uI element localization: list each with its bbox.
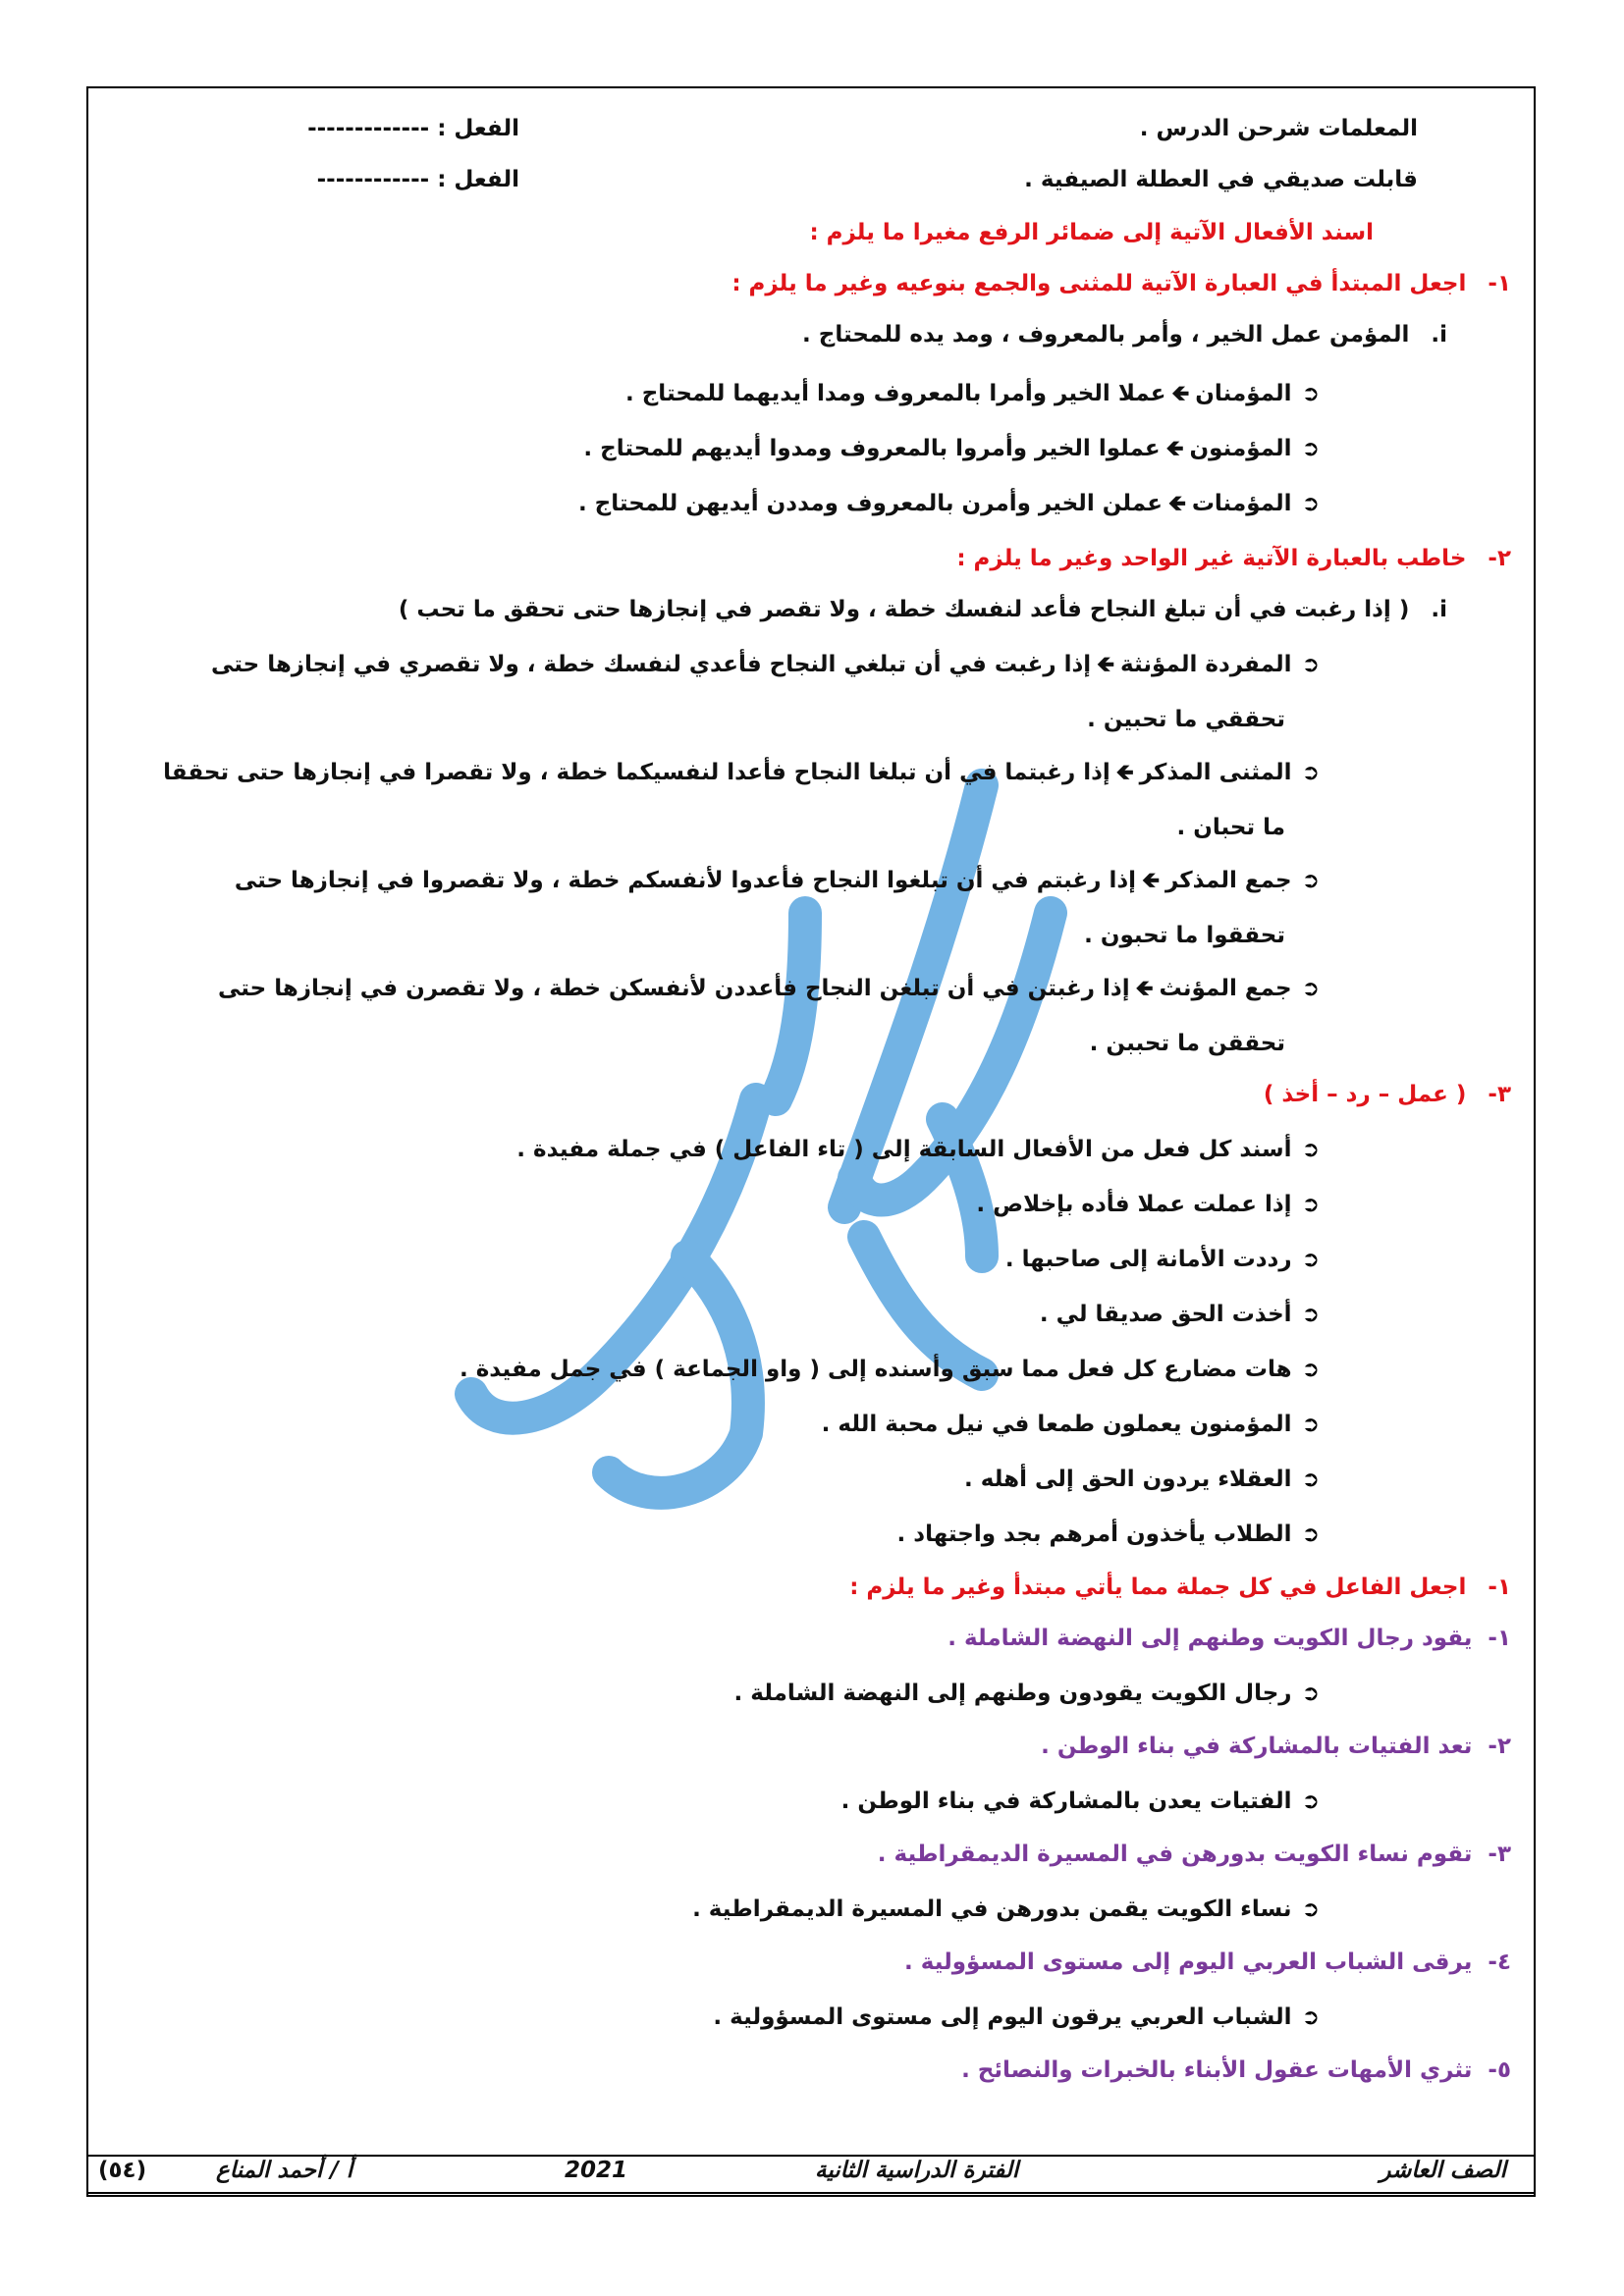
bullet-icon: ➲ — [1301, 1358, 1320, 1382]
q3-line-text: هات مضارع كل فعل مما سبق وأسنده إلى ( واو الجماعة ) في جمل مفيدة . — [459, 1357, 1292, 1382]
q2-answer-1 — [211, 648, 1320, 682]
item-text: يقود رجال الكويت وطنهم إلى النهضة الشاملة . — [947, 1626, 1473, 1651]
answer-label: المفردة المؤنثة — [1120, 652, 1292, 677]
header-sentence-1: المعلمات شرحن الدرس . — [1139, 116, 1418, 141]
answer-label: جمع المؤنث — [1159, 976, 1292, 1001]
item-number: ٣- — [1488, 1842, 1511, 1867]
answer-label: المؤمنون — [1189, 436, 1292, 461]
q2-answer-3 — [235, 864, 1320, 898]
answer-text: نساء الكويت يقمن بدورهن في المسيرة الديمقراطية . — [692, 1896, 1292, 1922]
footer-year: 2021 — [565, 2158, 628, 2183]
q3-line-5 — [460, 1353, 1320, 1387]
bullet-icon: ➲ — [1301, 977, 1320, 1001]
q2-heading — [956, 542, 1511, 575]
answer-text: عملن الخير وأمرن بالمعروف ومددن أيديهن للمحتاج . — [577, 491, 1163, 516]
q2-item-text: ( إذا رغبت في أن تبلغ النجاح فأعد لنفسك خطة ، ولا تقصر في إنجازها حتى تحقق ما تحب ) — [398, 597, 1410, 622]
arrow-left-icon: 🡸 — [1171, 382, 1190, 406]
q1-number: ١- — [1488, 271, 1511, 296]
answer-label: جمع المذكر — [1164, 868, 1292, 893]
q3-line-text: أسند كل فعل من الأفعال السابقة إلى ( تاء الفاعل ) في جملة مفيدة . — [516, 1137, 1292, 1162]
bullet-icon: ➲ — [1301, 1248, 1320, 1272]
answer-label: المؤمنان — [1195, 381, 1292, 406]
bullet-icon: ➲ — [1301, 2005, 1320, 2030]
bullet-icon: ➲ — [1301, 1468, 1320, 1492]
arrow-left-icon: 🡸 — [1135, 977, 1154, 1001]
answer-text: إذا رغبتما في أن تبلغا النجاح فأعدا لنفسيكما خطة ، ولا تقصرا في إنجازها حتى تحققا — [163, 760, 1110, 785]
q4-title: اجعل الفاعل في كل جملة مما يأتي مبتدأ وغير ما يلزم : — [849, 1575, 1467, 1600]
q2-title: خاطب بالعبارة الآتية غير الواحد وغير ما يلزم : — [956, 546, 1467, 571]
bullet-icon: ➲ — [1301, 1522, 1320, 1547]
q3-line-text: إذا عملت عملا فأده بإخلاص . — [976, 1192, 1292, 1217]
q3-line-text: أخذت الحق صديقا لي . — [1039, 1302, 1292, 1327]
bullet-icon: ➲ — [1301, 382, 1320, 406]
footer-term: الفترة الدراسية الثانية — [815, 2158, 1019, 2183]
q3-line-2 — [976, 1188, 1320, 1222]
q3-heading — [1264, 1078, 1511, 1111]
q1-answer-2 — [583, 432, 1320, 466]
q4-heading — [849, 1571, 1511, 1604]
arrow-left-icon: 🡸 — [1097, 653, 1115, 677]
item-text: تثري الأمهات عقول الأبناء بالخبرات والنصائح . — [961, 2057, 1473, 2083]
q4-number: ١- — [1488, 1575, 1511, 1600]
footer-page-number: (٥٤) — [98, 2158, 147, 2183]
bullet-icon: ➲ — [1301, 1138, 1320, 1162]
answer-text: رجال الكويت يقودون وطنهم إلى النهضة الشاملة . — [733, 1681, 1292, 1706]
header-sentence-2: قابلت صديقي في العطلة الصيفية . — [1024, 167, 1418, 192]
q2-answer-2-cont: ما تحبان . — [1176, 815, 1285, 840]
item-text: يرقى الشباب العربي اليوم إلى مستوى المسؤولية . — [904, 1949, 1473, 1975]
q1-title: اجعل المبتدأ في العبارة الآتية للمثنى والجمع بنوعيه وغير ما يلزم : — [731, 271, 1467, 296]
bullet-icon: ➲ — [1301, 1193, 1320, 1217]
main-instruction: اسند الأفعال الآتية إلى ضمائر الرفع مغيرا ما يلزم : — [809, 220, 1374, 245]
q2-number: ٢- — [1488, 546, 1511, 571]
q4-answer-1 — [734, 1677, 1320, 1711]
q2-item — [399, 593, 1447, 626]
bullet-icon: ➲ — [1301, 1897, 1320, 1922]
q4-item-3 — [878, 1838, 1511, 1871]
bullet-icon: ➲ — [1301, 492, 1320, 516]
q3-line-text: العقلاء يردون الحق إلى أهله . — [964, 1467, 1292, 1492]
answer-label: المثنى المذكر — [1139, 760, 1292, 785]
answer-text: إذا رغبت في أن تبلغي النجاح فأعدي لنفسك خطة ، ولا تقصري في إنجازها حتى — [210, 652, 1092, 677]
q3-number: ٣- — [1488, 1082, 1511, 1107]
arrow-left-icon: 🡸 — [1165, 437, 1184, 461]
answer-text: الفتيات يعدن بالمشاركة في بناء الوطن . — [840, 1789, 1292, 1814]
header-verb-blank-2: الفعل : ------------ — [316, 167, 519, 192]
answer-text: إذا رغبتن في أن تبلغن النجاح فأعددن لأنفسكن خطة ، ولا تقصرن في إنجازها حتى — [217, 976, 1130, 1001]
bullet-icon: ➲ — [1301, 437, 1320, 461]
q3-line-text: المؤمنون يعملون طمعا في نيل محبة الله . — [821, 1412, 1292, 1437]
q3-line-6 — [822, 1408, 1320, 1442]
q4-answer-4 — [713, 2001, 1320, 2035]
q2-answer-3-cont: تحققوا ما تحبون . — [1084, 923, 1285, 948]
answer-text: الشباب العربي يرقون اليوم إلى مستوى المسؤولية . — [713, 2004, 1292, 2030]
q4-item-1 — [947, 1622, 1511, 1655]
q2-answer-4-cont: تحققن ما تحببن . — [1089, 1031, 1285, 1056]
item-number: ٥- — [1488, 2057, 1511, 2083]
answer-label: المؤمنات — [1191, 491, 1292, 516]
item-text: تعد الفتيات بالمشاركة في بناء الوطن . — [1041, 1734, 1473, 1759]
q3-line-text: الطلاب يأخذون أمرهم بجد واجتهاد . — [896, 1522, 1292, 1547]
q3-title: ( عمل – رد – أخذ ) — [1263, 1082, 1467, 1107]
q4-item-4 — [904, 1946, 1511, 1979]
header-verb-blank-1: الفعل : ------------- — [307, 116, 519, 141]
q2-answer-2 — [163, 756, 1320, 790]
q2-answer-4 — [218, 972, 1320, 1006]
q1-item-marker: i. — [1431, 322, 1447, 347]
bullet-icon: ➲ — [1301, 1682, 1320, 1706]
footer-teacher: أ / أحمد المناع — [216, 2158, 353, 2183]
q1-heading — [731, 267, 1511, 300]
bullet-icon: ➲ — [1301, 761, 1320, 785]
bullet-icon: ➲ — [1301, 1303, 1320, 1327]
item-number: ٤- — [1488, 1949, 1511, 1975]
q4-answer-2 — [841, 1785, 1320, 1819]
q3-line-7 — [964, 1463, 1320, 1497]
item-text: تقوم نساء الكويت بدورهن في المسيرة الديمقراطية . — [877, 1842, 1473, 1867]
q2-answer-1-cont: تحققي ما تحبين . — [1087, 707, 1285, 732]
item-number: ١- — [1488, 1626, 1511, 1651]
item-number: ٢- — [1488, 1734, 1511, 1759]
q3-line-8 — [897, 1518, 1320, 1552]
q1-answer-3 — [578, 487, 1320, 521]
q1-item — [802, 318, 1447, 351]
bullet-icon: ➲ — [1301, 1413, 1320, 1437]
q3-line-3 — [1005, 1243, 1320, 1277]
bullet-icon: ➲ — [1301, 869, 1320, 893]
arrow-left-icon: 🡸 — [1167, 492, 1186, 516]
q3-line-text: رددت الأمانة إلى صاحبها . — [1004, 1247, 1292, 1272]
q3-line-1 — [516, 1133, 1320, 1167]
footer-grade: الصف العاشر — [1380, 2158, 1506, 2183]
answer-text: عملوا الخير وأمروا بالمعروف ومدوا أيديهم للمحتاج . — [583, 436, 1161, 461]
answer-text: عملا الخير وأمرا بالمعروف ومدا أيديهما للمحتاج . — [624, 381, 1166, 406]
answer-text: إذا رغبتم في أن تبلغوا النجاح فأعدوا لأنفسكم خطة ، ولا تقصروا في إنجازها حتى — [234, 868, 1137, 893]
q4-item-5 — [961, 2054, 1511, 2087]
arrow-left-icon: 🡸 — [1142, 869, 1160, 893]
arrow-left-icon: 🡸 — [1115, 761, 1134, 785]
q4-item-2 — [1041, 1730, 1511, 1763]
bullet-icon: ➲ — [1301, 653, 1320, 677]
q2-item-marker: i. — [1431, 597, 1447, 622]
q1-answer-1 — [625, 377, 1320, 411]
q1-item-text: المؤمن عمل الخير ، وأمر بالمعروف ، ومد يده للمحتاج . — [802, 322, 1410, 347]
q4-answer-3 — [692, 1893, 1320, 1927]
q3-line-4 — [1040, 1298, 1320, 1332]
bullet-icon: ➲ — [1301, 1789, 1320, 1814]
